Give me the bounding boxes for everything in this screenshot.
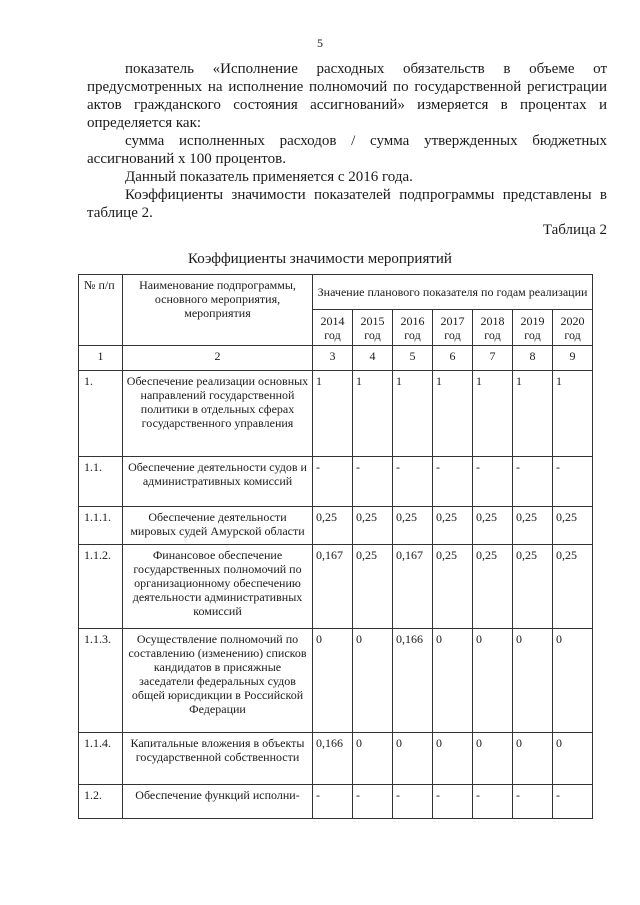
- row-value: 0,25: [433, 507, 473, 545]
- row-value: 1: [353, 371, 393, 457]
- row-name: Осуществление полномочий по составлению (изменению) списков кандидатов в присяжные заседатели федеральных судов общей юрисдикции в Российской Федерации: [123, 629, 313, 733]
- column-number: 7: [473, 346, 513, 371]
- row-num: 1.: [79, 371, 123, 457]
- table-row: [79, 507, 593, 545]
- row-name: Капитальные вложения в объекты государственной собственности: [123, 733, 313, 785]
- column-number: 8: [513, 346, 553, 371]
- row-name: Обеспечение деятельности мировых судей Амурской области: [123, 507, 313, 545]
- row-num: 1.1.4.: [79, 733, 123, 785]
- row-name: Обеспечение функций исполни-: [123, 785, 313, 819]
- row-name: Финансовое обеспечение государственных полномочий по организационному обеспечению деятельности административных комиссий: [123, 545, 313, 629]
- header-year: 2015 год: [353, 310, 393, 346]
- row-value: 0: [353, 733, 393, 785]
- column-number: 5: [393, 346, 433, 371]
- row-value: -: [553, 457, 593, 507]
- table-row: [79, 457, 593, 507]
- row-value: 0: [513, 733, 553, 785]
- row-value: 0,166: [313, 733, 353, 785]
- header-year: 2019 год: [513, 310, 553, 346]
- paragraph-indicator-rest: предусмотренных на исполнение полномочий по государственной регистрации актов гражданского состояния ассигнований» измеряется в процентах и определяется как:: [87, 79, 607, 131]
- paragraph-formula: сумма исполненных расходов / сумма утвержденных бюджетных ассигнований x 100 процентов.: [87, 133, 607, 167]
- column-number: 4: [353, 346, 393, 371]
- row-value: 1: [313, 371, 353, 457]
- row-value: 0: [553, 629, 593, 733]
- table-row: [79, 733, 593, 785]
- paragraph-table-reference: Коэффициенты значимости показателей подпрограммы представлены в таблице 2.: [87, 187, 607, 221]
- row-value: -: [393, 785, 433, 819]
- row-name: Обеспечение реализации основных направлений государственной политики в отдельных сферах государственного управления: [123, 371, 313, 457]
- row-value: 0,25: [553, 545, 593, 629]
- row-value: -: [553, 785, 593, 819]
- header-year: 2014 год: [313, 310, 353, 346]
- row-value: 0,25: [353, 545, 393, 629]
- row-value: 0: [433, 733, 473, 785]
- row-value: -: [433, 457, 473, 507]
- row-name: Обеспечение деятельности судов и административных комиссий: [123, 457, 313, 507]
- paragraph-applied-since: Данный показатель применяется с 2016 года.: [125, 169, 413, 185]
- table-label: Таблица 2: [542, 222, 607, 238]
- table-header-row: [79, 275, 593, 310]
- page-number: 5: [317, 36, 323, 50]
- row-num: 1.1.1.: [79, 507, 123, 545]
- row-value: 0: [393, 733, 433, 785]
- header-year: 2020 год: [553, 310, 593, 346]
- row-num: 1.1.: [79, 457, 123, 507]
- row-value: 0,25: [433, 545, 473, 629]
- row-value: 0: [513, 629, 553, 733]
- row-value: -: [473, 457, 513, 507]
- row-num: 1.2.: [79, 785, 123, 819]
- row-value: -: [353, 785, 393, 819]
- row-value: -: [433, 785, 473, 819]
- header-year: 2017 год: [433, 310, 473, 346]
- row-value: 0,25: [313, 507, 353, 545]
- row-value: 1: [473, 371, 513, 457]
- row-value: 0,167: [393, 545, 433, 629]
- coefficients-table: [78, 274, 593, 819]
- row-value: 0,25: [473, 507, 513, 545]
- row-value: 1: [553, 371, 593, 457]
- row-value: 1: [513, 371, 553, 457]
- table-title: Коэффициенты значимости мероприятий: [188, 251, 452, 267]
- row-value: 0,25: [473, 545, 513, 629]
- row-value: -: [393, 457, 433, 507]
- row-value: 0,166: [393, 629, 433, 733]
- row-value: -: [513, 785, 553, 819]
- body-text: [87, 60, 607, 222]
- row-value: 0,25: [393, 507, 433, 545]
- header-year: 2016 год: [393, 310, 433, 346]
- table-row: [79, 629, 593, 733]
- table-row: [79, 785, 593, 819]
- row-value: 0: [433, 629, 473, 733]
- row-value: 0: [353, 629, 393, 733]
- row-value: -: [353, 457, 393, 507]
- row-value: 0: [313, 629, 353, 733]
- paragraph-indicator-line1: показатель «Исполнение расходных обязательств в объеме от: [125, 61, 607, 77]
- row-value: 0: [473, 629, 513, 733]
- header-group: Значение планового показателя по годам реализации: [313, 275, 593, 310]
- row-value: 0,25: [553, 507, 593, 545]
- row-value: 1: [393, 371, 433, 457]
- row-num: 1.1.3.: [79, 629, 123, 733]
- row-value: 0,167: [313, 545, 353, 629]
- row-value: 0: [473, 733, 513, 785]
- header-year: 2018 год: [473, 310, 513, 346]
- table-row: [79, 371, 593, 457]
- table-row: [79, 545, 593, 629]
- column-number: 3: [313, 346, 353, 371]
- header-num: № п/п: [79, 275, 123, 346]
- row-value: 1: [433, 371, 473, 457]
- row-value: -: [313, 457, 353, 507]
- column-number: 6: [433, 346, 473, 371]
- row-value: -: [313, 785, 353, 819]
- column-numbers-row: [79, 346, 593, 371]
- row-value: 0,25: [353, 507, 393, 545]
- column-number: 9: [553, 346, 593, 371]
- row-value: 0: [553, 733, 593, 785]
- column-number: 2: [123, 346, 313, 371]
- row-num: 1.1.2.: [79, 545, 123, 629]
- row-value: 0,25: [513, 545, 553, 629]
- row-value: -: [513, 457, 553, 507]
- row-value: 0,25: [513, 507, 553, 545]
- header-name: Наименование подпрограммы, основного мероприятия, мероприятия: [123, 275, 313, 346]
- column-number: 1: [79, 346, 123, 371]
- row-value: -: [473, 785, 513, 819]
